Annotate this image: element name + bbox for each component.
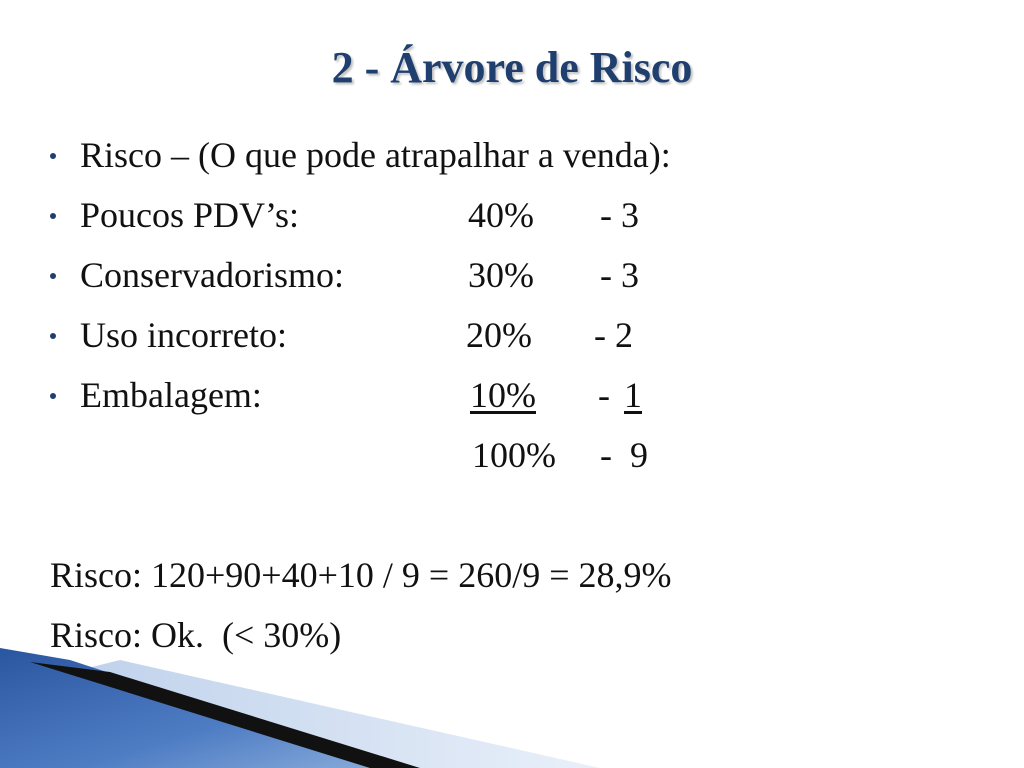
percent-value: 20%: [466, 315, 532, 355]
percent-value: 40%: [468, 195, 534, 235]
weight-value: - 3: [600, 255, 639, 295]
bullet-label: Uso incorreto:: [80, 315, 287, 355]
slide-title: 2 - Árvore de Risco: [331, 43, 693, 92]
total-weight: - 9: [600, 435, 648, 475]
risk-calculation: Risco: 120+90+40+10 / 9 = 260/9 = 28,9%: [50, 555, 672, 595]
bullet-label: Conservadorismo:: [80, 255, 344, 295]
weight-value: 1: [624, 375, 642, 415]
weight-prefix: -: [598, 375, 610, 415]
bullet-label: Risco – (O que pode atrapalhar a venda):: [80, 135, 671, 175]
percent-value: 30%: [468, 255, 534, 295]
bullet-label: Embalagem:: [80, 375, 262, 415]
risk-conclusion: Risco: Ok. (< 30%): [50, 615, 342, 655]
weight-value: - 2: [594, 315, 633, 355]
weight-value: - 3: [600, 195, 639, 235]
total-percent: 100%: [472, 435, 556, 475]
bullet-label: Poucos PDV’s:: [80, 195, 300, 235]
percent-value: 10%: [470, 375, 536, 415]
